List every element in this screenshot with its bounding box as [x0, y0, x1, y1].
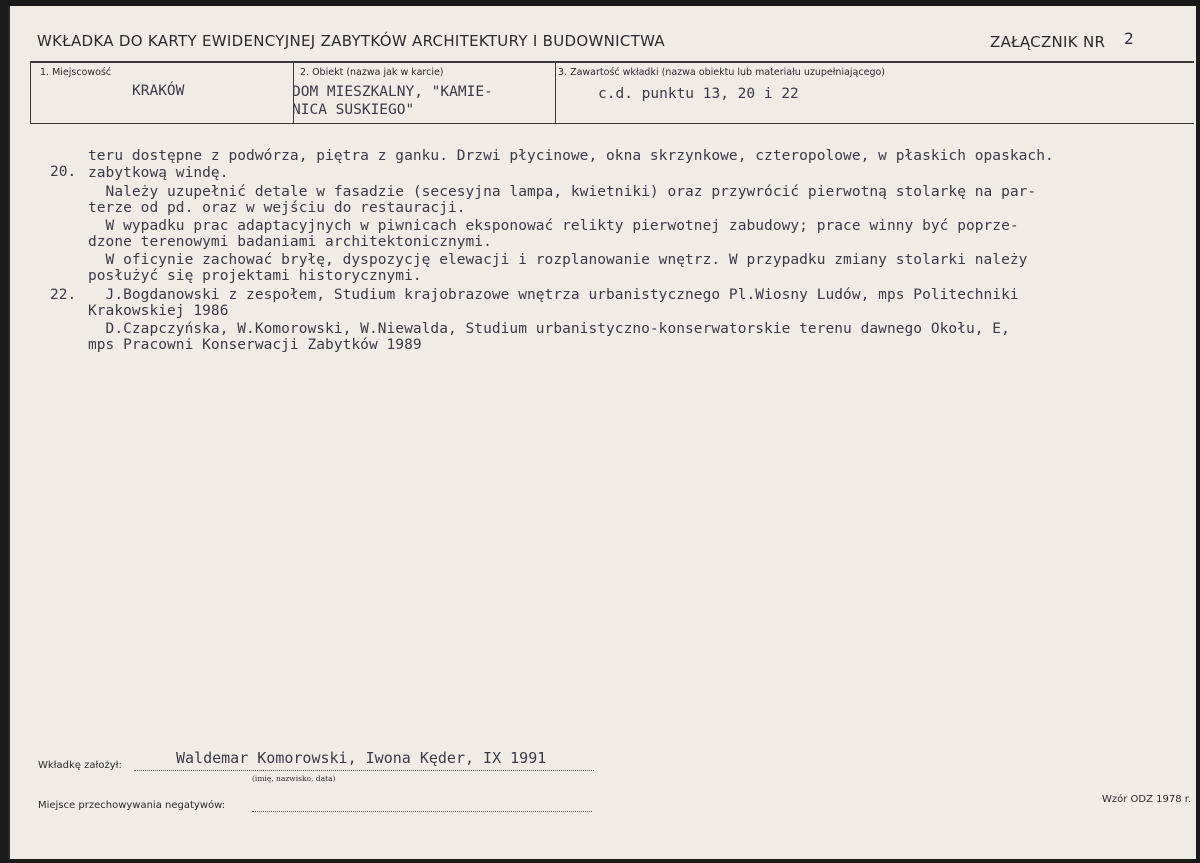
body-line: J.Bogdanowski z zespołem, Studium krajobrazowe wnętrza urbanistycznego Pl.Wiosny Ludów, mps Politechniki [88, 287, 1019, 303]
prepared-by-hint: (imię, nazwisko, data) [252, 774, 336, 783]
object-value-line-1: DOM MIESZKALNY, "KAMIE- [292, 84, 493, 100]
negatives-location-line [252, 811, 592, 812]
divider-2 [555, 61, 556, 124]
card-title: WKŁADKA DO KARTY EWIDENCYJNEJ ZABYTKÓW ARCHITEKTURY I BUDOWNICTWA [37, 32, 665, 50]
body-line: dzone terenowymi badaniami architektonicznymi. [88, 234, 492, 250]
prepared-by-line [134, 770, 594, 771]
body-line: mps Pracowni Konserwacji Zabytków 1989 [88, 337, 422, 353]
body-line: teru dostępne z podwórza, piętra z ganku. Drzwi płycinowe, okna skrzynkowe, czteropolowe, w płaskich opaskach. [88, 148, 1054, 164]
object-label: 2. Obiekt (nazwa jak w karcie) [300, 67, 444, 78]
negatives-location-label: Miejsce przechowywania negatywów: [38, 800, 226, 811]
annex-number: 2 [1124, 29, 1134, 48]
locality-label: 1. Miejscowość [40, 67, 112, 78]
bottom-rule [30, 123, 1194, 124]
body-line: posłużyć się projektami historycznymi. [88, 268, 422, 284]
content-label: 3. Zawartość wkładki (nazwa obiektu lub materiału uzupełniającego) [558, 67, 885, 78]
body-line: terze od pd. oraz w wejściu do restauracji. [88, 200, 466, 216]
annex-label: ZAŁĄCZNIK NR [990, 33, 1106, 51]
body-line: Krakowskiej 1986 [88, 303, 229, 319]
body-line: zabytkową windę. [88, 165, 229, 181]
prepared-by-label: Wkładkę założył: [38, 760, 122, 771]
item-number-20: 20. [50, 164, 77, 180]
body-line: W wypadku prac adaptacyjnych w piwnicach eksponować relikty pierwotnej zabudowy; prace winny być poprze- [88, 218, 1019, 234]
body-line: D.Czapczyńska, W.Komorowski, W.Niewalda, Studium urbanistyczno-konserwatorskie terenu dawnego Okołu, E, [88, 321, 1010, 337]
body-line: Należy uzupełnić detale w fasadzie (secesyjna lampa, kwietniki) oraz przywrócić pierwotną stolarkę na par- [88, 184, 1037, 200]
left-rule [30, 61, 31, 124]
form-template-label: Wzór ODZ 1978 r. [1102, 794, 1192, 805]
body-line: W oficynie zachować bryłę, dyspozycję elewacji i rozplanowanie wnętrz. W przypadku zmiany stolarki należy [88, 252, 1028, 268]
inventory-card [8, 6, 1196, 859]
prepared-by-value: Waldemar Komorowski, Iwona Kęder, IX 1991 [176, 749, 547, 767]
locality-value: KRAKÓW [132, 83, 185, 99]
top-rule [30, 61, 1194, 63]
item-number-22: 22. [50, 287, 77, 303]
object-value-line-2: NICA SUSKIEGO" [292, 102, 415, 118]
content-value: c.d. punktu 13, 20 i 22 [598, 86, 799, 102]
